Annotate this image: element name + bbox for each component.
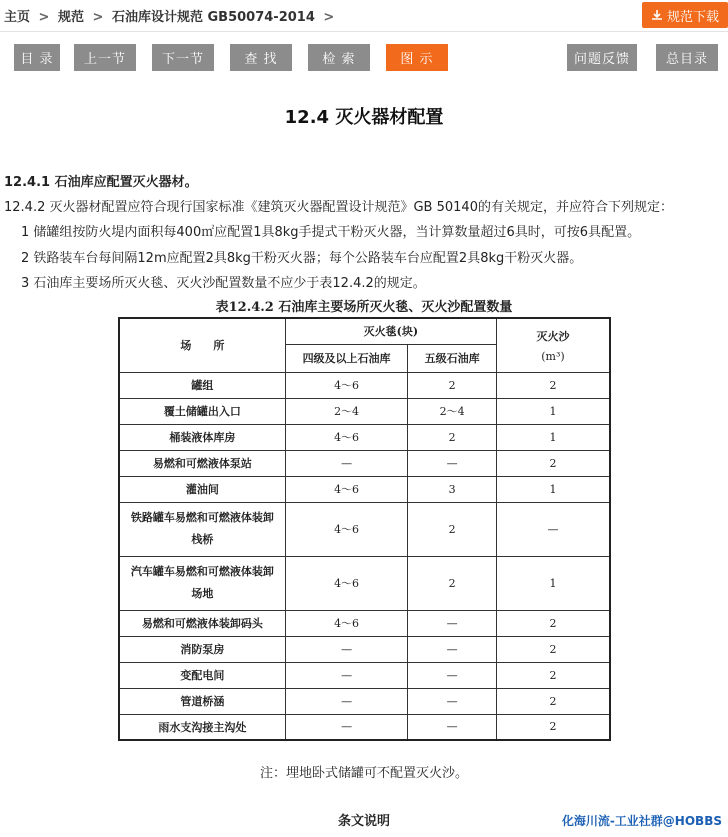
- clause-item-2: 2 铁路装车台每间隔12m应配置2具8kg干粉灭火器；每个公路装车台应配置2具8kg干粉灭火器。: [21, 251, 583, 266]
- explanation-heading[interactable]: 条文说明: [337, 814, 390, 829]
- cell-place: 易燃和可燃液体装卸码头: [119, 610, 285, 636]
- cell-blanket-level5: 2: [408, 502, 497, 556]
- cell-blanket-level5: 2: [408, 424, 497, 450]
- cell-place: 管道桥涵: [119, 688, 285, 714]
- table-row: [119, 372, 610, 398]
- header-sand: [496, 318, 610, 372]
- breadcrumb-current[interactable]: 石油库设计规范 GB50074-2014: [111, 10, 315, 25]
- cell-sand: 2: [496, 662, 610, 688]
- feedback-button[interactable]: 问题反馈: [567, 44, 637, 71]
- clause-item-1: 1 储罐组按防火堤内面积每400㎡应配置1具8kg手提式干粉灭火器，当计算数量超过6具时，可按6具配置。: [21, 225, 641, 240]
- clause-12-4-2: 12.4.2 灭火器材配置应符合现行国家标准《建筑灭火器配置设计规范》GB 50140的有关规定，并应符合下列规定：: [4, 200, 673, 215]
- cell-sand: 1: [496, 476, 610, 502]
- cell-blanket-level4: 4～6: [285, 476, 407, 502]
- cell-place: 易燃和可燃液体泵站: [119, 450, 285, 476]
- table-row: [119, 714, 610, 740]
- header-blanket-level4: 四级及以上石油库: [285, 344, 407, 372]
- cell-blanket-level5: 2: [408, 372, 497, 398]
- cell-blanket-level5: 2～4: [408, 398, 497, 424]
- cell-sand: 1: [496, 556, 610, 610]
- table-row: [119, 556, 610, 610]
- cell-blanket-level4: —: [285, 688, 407, 714]
- cell-sand: 2: [496, 714, 610, 740]
- cell-place: 罐组: [119, 372, 285, 398]
- cell-sand: 1: [496, 398, 610, 424]
- table-row: [119, 398, 610, 424]
- header-sand-label: 灭火沙: [536, 329, 570, 343]
- header-blanket: 灭火毯(块): [285, 318, 496, 344]
- breadcrumb-separator: >: [323, 10, 335, 25]
- cell-blanket-level4: —: [285, 714, 407, 740]
- clause-item-3: 3 石油库主要场所灭火毯、灭火沙配置数量不应少于表12.4.2的规定。: [21, 276, 426, 291]
- table-row: [119, 450, 610, 476]
- cell-blanket-level5: —: [408, 450, 497, 476]
- cell-blanket-level4: 4～6: [285, 502, 407, 556]
- clause-12-4-1: 12.4.1 石油库应配置灭火器材。: [4, 175, 198, 190]
- cell-sand: 2: [496, 372, 610, 398]
- cell-blanket-level5: —: [408, 688, 497, 714]
- cell-blanket-level4: 4～6: [285, 372, 407, 398]
- breadcrumb-separator: >: [38, 10, 50, 25]
- cell-place: 汽车罐车易燃和可燃液体装卸场地: [119, 556, 285, 610]
- cell-blanket-level5: —: [408, 636, 497, 662]
- cell-blanket-level5: —: [408, 610, 497, 636]
- total-catalog-button[interactable]: 总目录: [656, 44, 718, 71]
- cell-blanket-level4: 4～6: [285, 424, 407, 450]
- table-row: [119, 476, 610, 502]
- cell-blanket-level4: —: [285, 636, 407, 662]
- cell-blanket-level4: 4～6: [285, 610, 407, 636]
- cell-place: 雨水支沟接主沟处: [119, 714, 285, 740]
- cell-sand: 1: [496, 424, 610, 450]
- breadcrumb-separator: >: [92, 10, 104, 25]
- header-blanket-level5: 五级石油库: [408, 344, 497, 372]
- header-place: 场 所: [119, 318, 285, 372]
- cell-place: 覆土储罐出入口: [119, 398, 285, 424]
- cell-sand: 2: [496, 688, 610, 714]
- cell-sand: —: [496, 502, 610, 556]
- breadcrumb-norms[interactable]: 规范: [57, 10, 84, 25]
- figure-button[interactable]: 图 示: [386, 44, 448, 71]
- download-icon: [651, 9, 663, 21]
- cell-blanket-level5: —: [408, 714, 497, 740]
- table-row: [119, 662, 610, 688]
- cell-sand: 2: [496, 610, 610, 636]
- cell-blanket-level4: —: [285, 450, 407, 476]
- cell-place: 桶装液体库房: [119, 424, 285, 450]
- cell-sand: 2: [496, 450, 610, 476]
- top-bar: [0, 0, 728, 32]
- table-title: 表12.4.2 石油库主要场所灭火毯、灭火沙配置数量: [215, 300, 513, 315]
- section-title: 12.4 灭火器材配置: [284, 107, 444, 128]
- next-section-button[interactable]: 下一节: [152, 44, 214, 71]
- find-button[interactable]: 查 找: [230, 44, 292, 71]
- cell-place: 铁路罐车易燃和可燃液体装卸栈桥: [119, 502, 285, 556]
- table-row: [119, 502, 610, 556]
- fire-equipment-table: [118, 317, 611, 741]
- cell-blanket-level4: 4～6: [285, 556, 407, 610]
- cell-blanket-level4: 2～4: [285, 398, 407, 424]
- catalog-button[interactable]: 目 录: [14, 44, 60, 71]
- nav-toolbar: [0, 44, 728, 72]
- header-sand-unit: (m³): [541, 349, 565, 363]
- cell-place: 灌油间: [119, 476, 285, 502]
- cell-place: 变配电间: [119, 662, 285, 688]
- cell-blanket-level5: —: [408, 662, 497, 688]
- cell-blanket-level4: —: [285, 662, 407, 688]
- table-row: [119, 610, 610, 636]
- watermark-text: 化海川流-工业社群@HOBBS: [561, 814, 722, 828]
- cell-sand: 2: [496, 636, 610, 662]
- table-note: 注：埋地卧式储罐可不配置灭火沙。: [259, 766, 468, 781]
- breadcrumb-home[interactable]: 主页: [4, 10, 31, 25]
- cell-blanket-level5: 2: [408, 556, 497, 610]
- table-row: [119, 424, 610, 450]
- download-label: 规范下载: [666, 9, 719, 25]
- search-button[interactable]: 检 索: [308, 44, 370, 71]
- cell-place: 消防泵房: [119, 636, 285, 662]
- breadcrumb: [4, 6, 338, 25]
- prev-section-button[interactable]: 上一节: [74, 44, 136, 71]
- cell-blanket-level5: 3: [408, 476, 497, 502]
- table-row: [119, 688, 610, 714]
- download-button[interactable]: [642, 2, 728, 28]
- table-row: [119, 636, 610, 662]
